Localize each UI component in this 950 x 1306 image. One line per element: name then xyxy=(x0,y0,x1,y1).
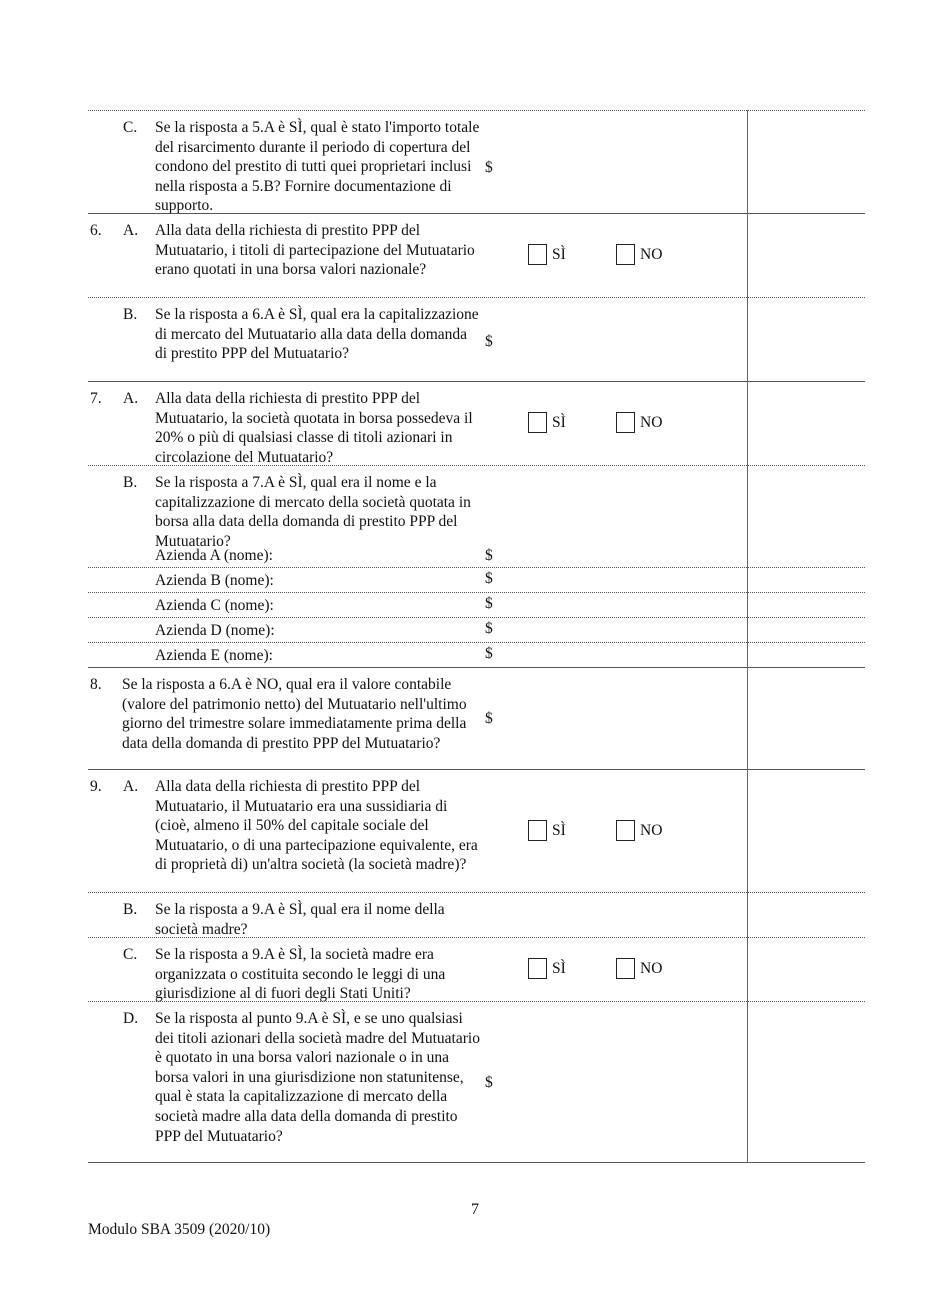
letter-6b: B. xyxy=(123,306,138,323)
checkbox-box[interactable] xyxy=(528,820,547,841)
letter-9c: C. xyxy=(123,946,138,963)
checkbox-box[interactable] xyxy=(616,958,635,979)
letter-9b: B. xyxy=(123,901,138,918)
number-7: 7. xyxy=(90,390,102,407)
yes-label: SÌ xyxy=(552,413,566,431)
yes-label: SÌ xyxy=(552,959,566,977)
row-7a xyxy=(88,381,865,465)
yes-label: SÌ xyxy=(552,821,566,839)
question-6b: Se la risposta a 6.A è SÌ, qual era la capitalizzazione di mercato del Mutuatario alla data della domanda di prestito PPP del Mutuatario? xyxy=(155,306,479,363)
question-7b: Se la risposta a 7.A è SÌ, qual era il nome e la capitalizzazione di mercato della società quotata in borsa alla data della domanda di prestito PPP del Mutuatario? xyxy=(155,474,471,550)
no-checkbox-9a[interactable] xyxy=(616,820,662,841)
yes-checkbox-6a[interactable] xyxy=(528,244,566,265)
company-c-label: Azienda C (nome): xyxy=(155,597,274,614)
no-label: NO xyxy=(640,821,663,839)
no-label: NO xyxy=(640,413,663,431)
question-7a: Alla data della richiesta di prestito PPP del Mutuatario, la società quotata in borsa possedeva il 20% o più di qualsiasi classe di titoli azionari in circolazione del Mutuatario? xyxy=(155,390,473,466)
letter-6a: A. xyxy=(123,222,139,239)
dollar-8: $ xyxy=(485,710,493,727)
yes-label: SÌ xyxy=(552,245,566,263)
form-footer: Modulo SBA 3509 (2020/10) xyxy=(88,1221,271,1238)
no-checkbox-9c[interactable] xyxy=(616,958,662,979)
question-8: Se la risposta a 6.A è NO, qual era il valore contabile (valore del patrimonio netto) del Mutuatario nell'ultimo giorno del trimestre solare immediatamente prima della data della domanda di prestito PPP del Mutuatario? xyxy=(122,676,467,752)
row-company-e xyxy=(88,642,865,667)
company-b-label: Azienda B (nome): xyxy=(155,572,274,589)
number-9: 9. xyxy=(90,778,102,795)
question-9a: Alla data della richiesta di prestito PPP del Mutuatario, il Mutuatario era una sussidiaria di (cioè, almeno il 50% del capitale sociale del Mutuatario, o di una partecipazione equivalente, era di proprietà di) un'altra società (la società madre)? xyxy=(155,778,478,874)
letter-7b: B. xyxy=(123,474,138,491)
question-9c: Se la risposta a 9.A è SÌ, la società madre era organizzata o costituita secondo le leggi di una giurisdizione al di fuori degli Stati Uniti? xyxy=(155,946,446,1003)
dollar-9d: $ xyxy=(485,1074,493,1091)
letter-5c: C. xyxy=(123,119,138,136)
no-label: NO xyxy=(640,245,663,263)
row-company-b xyxy=(88,567,865,592)
row-6a xyxy=(88,213,865,297)
question-5c: Se la risposta a 5.A è SÌ, qual è stato l'importo totale del risarcimento durante il periodo di copertura del condono del prestito di tutti quei proprietari inclusi nella risposta a 5.B? Fornire documentazione di supporto. xyxy=(155,119,480,215)
dollar-6b: $ xyxy=(485,333,493,350)
company-a-dollar: $ xyxy=(485,547,493,564)
row-9a xyxy=(88,769,865,892)
letter-9d: D. xyxy=(123,1010,139,1027)
company-a-label: Azienda A (nome): xyxy=(155,547,273,564)
row-5c xyxy=(88,110,865,213)
no-checkbox-6a[interactable] xyxy=(616,244,662,265)
company-c-dollar: $ xyxy=(485,595,493,612)
row-7b xyxy=(88,465,865,567)
question-9b: Se la risposta a 9.A è SÌ, qual era il nome della società madre? xyxy=(155,901,445,938)
row-company-c xyxy=(88,592,865,617)
row-company-d xyxy=(88,617,865,642)
checkbox-box[interactable] xyxy=(528,958,547,979)
company-d-label: Azienda D (nome): xyxy=(155,622,275,639)
no-label: NO xyxy=(640,959,663,977)
company-e-label: Azienda E (nome): xyxy=(155,647,273,664)
question-9d: Se la risposta al punto 9.A è SÌ, e se uno qualsiasi dei titoli azionari della società madre del Mutuatario è quotato in una borsa valori nazionale o in una borsa valori in una giurisdizione non statunitense, qual è stata la capitalizzazione di mercato della società madre alla data della domanda di prestito PPP del Mutuatario? xyxy=(155,1010,480,1145)
row-8 xyxy=(88,667,865,769)
number-6: 6. xyxy=(90,222,102,239)
yes-checkbox-7a[interactable] xyxy=(528,412,566,433)
table-right-column-divider xyxy=(747,110,748,1162)
no-checkbox-7a[interactable] xyxy=(616,412,662,433)
checkbox-box[interactable] xyxy=(616,412,635,433)
dollar-5c: $ xyxy=(485,159,493,176)
letter-7a: A. xyxy=(123,390,139,407)
question-6a: Alla data della richiesta di prestito PPP del Mutuatario, i titoli di partecipazione del Mutuatario erano quotati in una borsa valori nazionale? xyxy=(155,222,475,279)
page-number: 7 xyxy=(471,1201,479,1218)
yes-checkbox-9a[interactable] xyxy=(528,820,566,841)
row-6b xyxy=(88,297,865,381)
company-b-dollar: $ xyxy=(485,570,493,587)
row-9c xyxy=(88,937,865,1001)
letter-9a: A. xyxy=(123,778,139,795)
table-bottom-border xyxy=(88,1162,865,1163)
row-9b xyxy=(88,892,865,937)
yes-checkbox-9c[interactable] xyxy=(528,958,566,979)
row-9d xyxy=(88,1001,865,1162)
checkbox-box[interactable] xyxy=(616,244,635,265)
company-d-dollar: $ xyxy=(485,620,493,637)
checkbox-box[interactable] xyxy=(616,820,635,841)
company-e-dollar: $ xyxy=(485,645,493,662)
checkbox-box[interactable] xyxy=(528,244,547,265)
number-8: 8. xyxy=(90,676,102,693)
checkbox-box[interactable] xyxy=(528,412,547,433)
